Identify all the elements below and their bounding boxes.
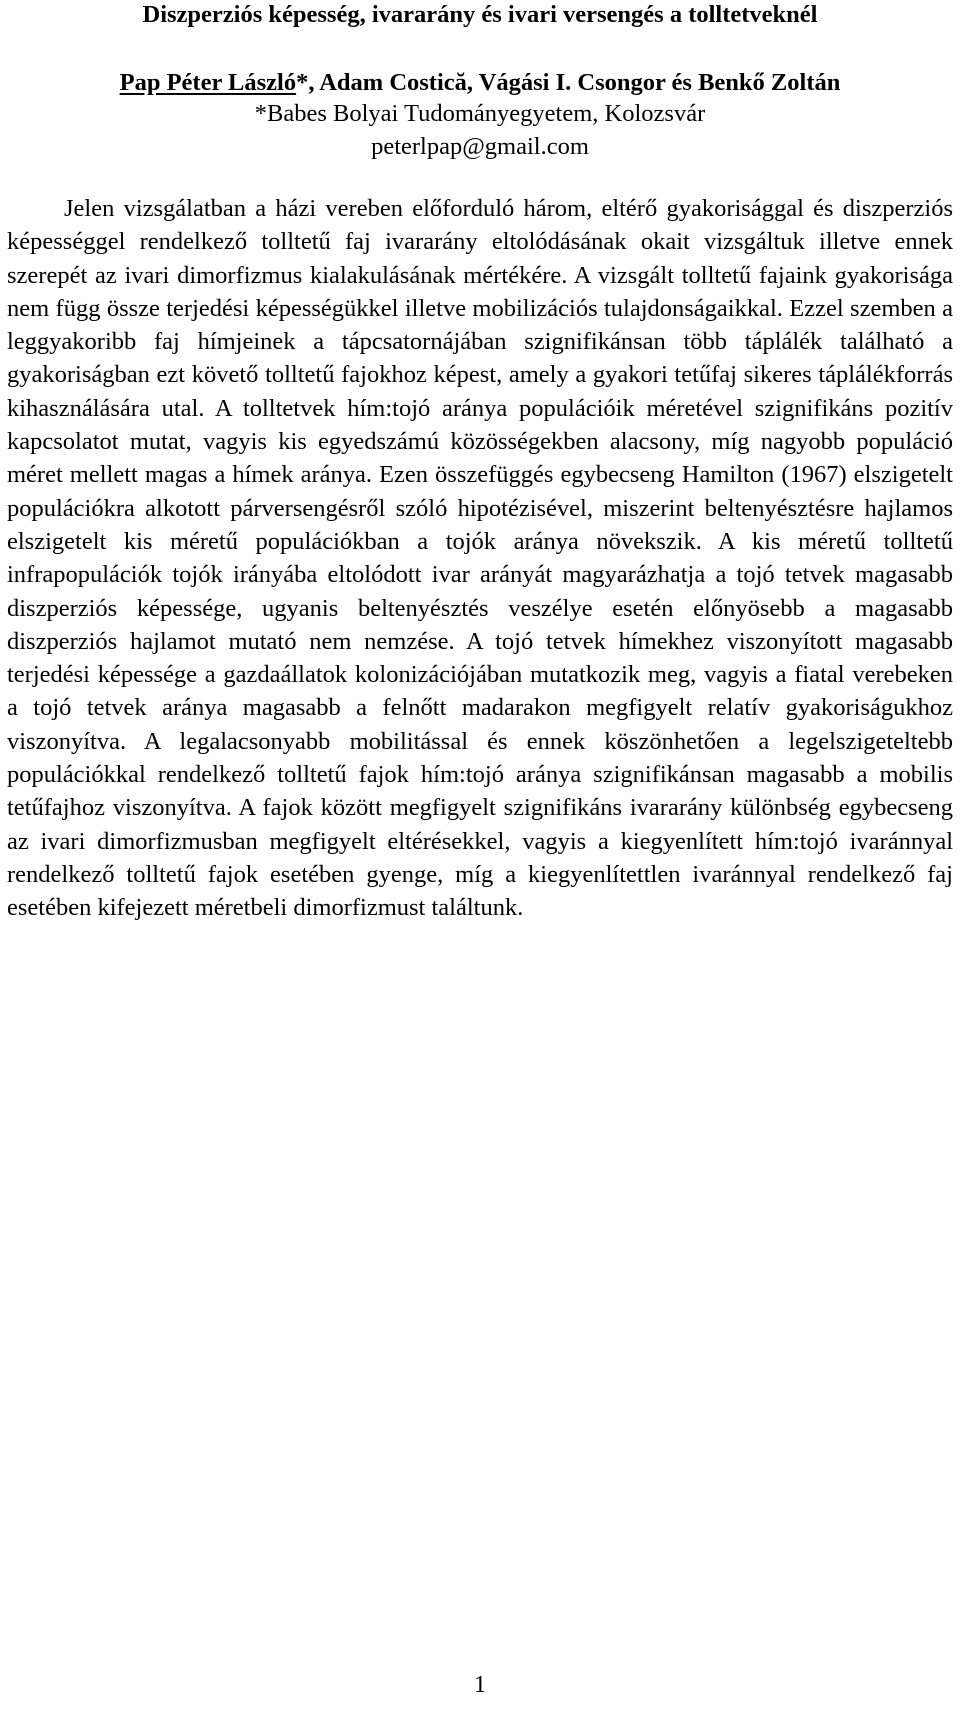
- abstract-paragraph: Jelen vizsgálatban a házi vereben előforduló három, eltérő gyakorisággal és diszperziós képességgel rendelkező tolltetű faj ivararány eltolódásának okait vizsgáltuk illetve ennek szerepét az ivari dimorfizmus kialakulásának mértékére. A vizsgált tolltetű fajaink gyakorisága nem függ össze terjedési képességükkel illetve mobilizációs tulajdonságaikkal. Ezzel szemben a leggyakoribb faj hímjeinek a tápcsatornájában szignifikánsan több táplálék található a gyakoriságban ezt követő tolltetű fajokhoz képest, amely a gyakori tetűfaj sikeres táplálékforrás kihasználására utal. A tolltetvek hím:tojó aránya populációik méretével szignifikáns pozitív kapcsolatot mutat, vagyis kis egyedszámú közösségekben alacsony, míg nagyobb populáció méret mellett magas a hímek aránya. Ezen összefüggés egybecseng Hamilton (1967) elszigetelt populációkra alkotott párversengésről szóló hipotézisével, miszerint beltenyésztésre hajlamos elszigetelt kis méretű populációkban a tojók aránya növekszik. A kis méretű tolltetű infrapopulációk tojók irányába eltolódott ivar arányát magyarázhatja a tojó tetvek magasabb diszperziós képessége, ugyanis beltenyésztés veszélye esetén előnyösebb a magasabb diszperziós hajlamot mutató nem nemzése. A tojó tetvek hímekhez viszonyított magasabb terjedési képessége a gazdaállatok kolonizációjában mutatkozik meg, vagyis a fiatal verebeken a tojó tetvek aránya magasabb a felnőtt madarakon megfigyelt relatív gyakoriságukhoz viszonyítva. A legalacsonyabb mobilitással és ennek köszönhetően a legelszigeteltebb populációkkal rendelkező tolltetű fajok hím:tojó aránya szignifikánsan magasabb a mobilis tetűfajhoz viszonyítva. A fajok között megfigyelt szignifikáns ivararány különbség egybecseng az ivari dimorfizmusban megfigyelt eltérésekkel, vagyis a kiegyenlített hím:tojó ivaránnyal rendelkező tolltetű fajok esetében gyenge, míg a kiegyenlítettlen ivaránnyal rendelkező faj esetében kifejezett méretbeli dimorfizmust találtunk.: [7, 195, 953, 922]
- first-author: Pap Péter László: [119, 69, 297, 96]
- other-authors: *, Adam Costică, Vágási I. Csongor és Benkő Zoltán: [296, 69, 841, 96]
- page-number: 1: [473, 1671, 487, 1698]
- affiliation: *Babes Bolyai Tudományegyetem, Kolozsvár: [254, 100, 706, 127]
- author-line: [0, 68, 960, 98]
- document-title: Diszperziós képesség, ivararány és ivari versengés a tolltetveknél: [142, 1, 818, 28]
- contact-email: peterlpap@gmail.com: [371, 133, 589, 160]
